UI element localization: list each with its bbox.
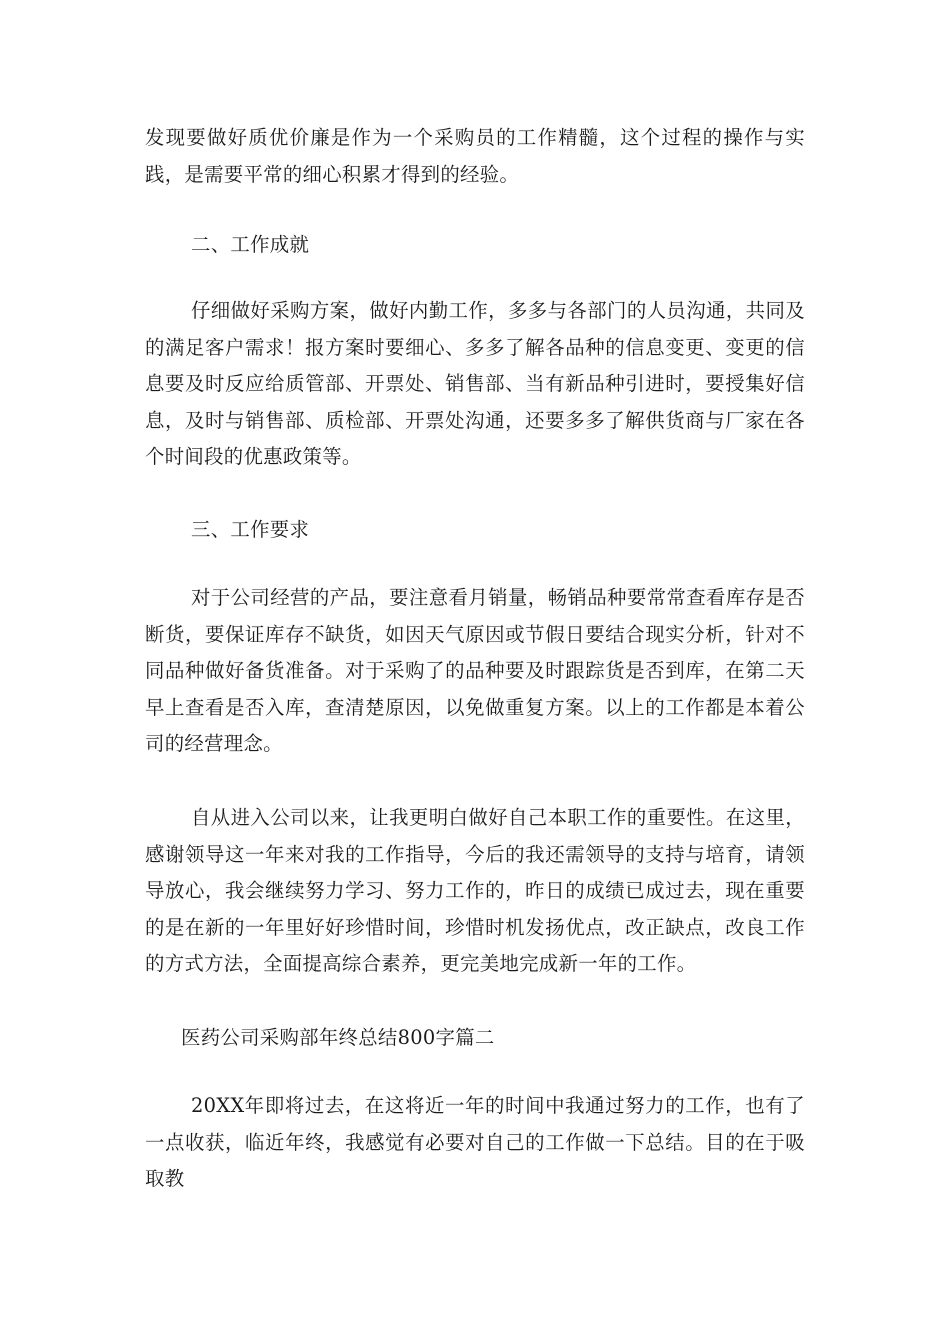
paragraph-achievements: 仔细做好采购方案，做好内勤工作，多多与各部门的人员沟通，共同及的满足客户需求！报方案时要细心、多多了解各品种的信息变更、变更的信息要及时反应给质管部、开票处、销售部、当有新品种引进时，要授集好信息，及时与销售部、质检部、开票处沟通，还要多多了解供货商与厂家在各个时间段的优惠政策等。 xyxy=(145,299,805,468)
section-heading-requirements: 三、工作要求 xyxy=(191,518,310,541)
section-heading-achievements: 二、工作成就 xyxy=(191,233,310,256)
paragraph-intro: 发现要做好质优价廉是作为一个采购员的工作精髓，这个过程的操作与实践，是需要平常的细心积累才得到的经验。 xyxy=(145,126,805,186)
article-subtitle: 医药公司采购部年终总结800字篇二 xyxy=(181,1026,495,1049)
paragraph-second-article-intro: 20XX年即将过去，在这将近一年的时间中我通过努力的工作，也有了一点收获，临近年终，我感觉有必要对自己的工作做一下总结。目的在于吸取教 xyxy=(145,1094,805,1190)
paragraph-gratitude: 自从进入公司以来，让我更明白做好自己本职工作的重要性。在这里，感谢领导这一年来对我的工作指导，今后的我还需领导的支持与培育，请领导放心，我会继续努力学习、努力工作的，昨日的成绩已成过去，现在重要的是在新的一年里好好珍惜时间，珍惜时机发扬优点，改正缺点，改良工作的方式方法，全面提高综合素养，更完美地完成新一年的工作。 xyxy=(145,806,805,975)
paragraph-requirements: 对于公司经营的产品，要注意看月销量，畅销品种要常常查看库存是否断货，要保证库存不缺货，如因天气原因或节假日要结合现实分析，针对不同品种做好备货准备。对于采购了的品种要及时跟踪货是否到库，在第二天早上查看是否入库，查清楚原因，以免做重复方案。以上的工作都是本着公司的经营理念。 xyxy=(145,586,805,755)
